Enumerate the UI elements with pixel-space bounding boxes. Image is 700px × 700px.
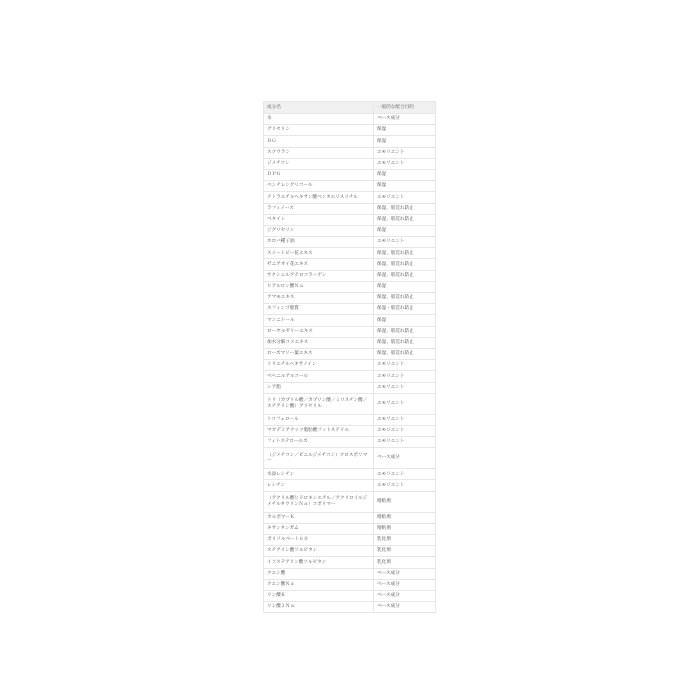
ingredient-name-cell: フィトステロールズ [264, 437, 374, 448]
purpose-cell: 保湿、肌荒れ防止 [374, 337, 436, 348]
table-row [264, 304, 436, 315]
ingredient-name-cell: ＤＰＧ [264, 169, 374, 180]
ingredient-name-cell: スフィンゴ脂質 [264, 304, 374, 315]
table-row [264, 535, 436, 546]
purpose-cell: 保湿 [374, 125, 436, 136]
ingredient-name-cell: リン酸Ｋ [264, 590, 374, 601]
table-row [264, 293, 436, 304]
purpose-cell: ベース成分 [374, 590, 436, 601]
purpose-cell: 保湿、肌荒れ防止 [374, 326, 436, 337]
purpose-cell: エモリエント [374, 147, 436, 158]
ingredient-name-cell: レシチン [264, 480, 374, 491]
purpose-cell: 保湿、肌荒れ防止 [374, 270, 436, 281]
table-row [264, 491, 436, 512]
ingredient-name-cell: 水 [264, 114, 374, 125]
purpose-cell: ベース成分 [374, 568, 436, 579]
purpose-cell: ベース成分 [374, 602, 436, 613]
purpose-cell: エモリエント [374, 192, 436, 203]
purpose-cell: エモリエント [374, 469, 436, 480]
table-row [264, 360, 436, 371]
table-row [264, 512, 436, 523]
purpose-cell: エモリエント [374, 393, 436, 414]
header-ingredient-name: 成分名 [264, 102, 374, 114]
table-row [264, 590, 436, 601]
table-row [264, 579, 436, 590]
table-row [264, 114, 436, 125]
ingredient-name-cell: クエン酸Ｎａ [264, 579, 374, 590]
ingredient-name-cell: （ジメチコン／ビニルジメチコン）クロスポリマー [264, 448, 374, 469]
ingredient-name-cell: リン酸２Ｎａ [264, 602, 374, 613]
table-row [264, 448, 436, 469]
purpose-cell: 保湿、肌荒れ防止 [374, 214, 436, 225]
purpose-cell: エモリエント [374, 480, 436, 491]
purpose-cell: ベース成分 [374, 579, 436, 590]
table-row [264, 602, 436, 613]
ingredient-name-cell: テトラエチルヘキサン酸ペンタエリスリチル [264, 192, 374, 203]
table-row [264, 259, 436, 270]
table-row [264, 158, 436, 169]
table-row [264, 557, 436, 568]
ingredient-name-cell: カルボマーＫ [264, 512, 374, 523]
ingredient-name-cell: トリ（カプリル酸／カプリン酸／ミリスチン酸／ステアリン酸）グリセリル [264, 393, 374, 414]
purpose-cell: 保湿、肌荒れ防止 [374, 248, 436, 259]
purpose-cell: 乳化剤 [374, 535, 436, 546]
purpose-cell: 増粘剤 [374, 523, 436, 534]
ingredient-name-cell: クエン酸 [264, 568, 374, 579]
ingredient-name-cell: アマモエキス [264, 293, 374, 304]
table-row [264, 270, 436, 281]
table-row [264, 393, 436, 414]
ingredient-name-cell: シア脂 [264, 382, 374, 393]
table-row [264, 192, 436, 203]
table-row [264, 414, 436, 425]
table-row [264, 281, 436, 292]
ingredient-name-cell: サクシニルアテロコラーゲン [264, 270, 374, 281]
ingredient-name-cell: ベヘニルアルコール [264, 371, 374, 382]
purpose-cell: エモリエント [374, 425, 436, 436]
table-row [264, 214, 436, 225]
table-row [264, 125, 436, 136]
table-row [264, 315, 436, 326]
purpose-cell: 保湿、肌荒れ防止 [374, 259, 436, 270]
purpose-cell: 保湿 [374, 225, 436, 236]
ingredient-name-cell: ホホバ種子油 [264, 237, 374, 248]
purpose-cell: 増粘剤 [374, 491, 436, 512]
purpose-cell: ベース成分 [374, 448, 436, 469]
table-row [264, 425, 436, 436]
table-row [264, 469, 436, 480]
ingredient-name-cell: ラフィノース [264, 203, 374, 214]
ingredients-table-container [263, 101, 435, 613]
purpose-cell: エモリエント [374, 382, 436, 393]
ingredient-name-cell: マンニトール [264, 315, 374, 326]
ingredients-table [263, 101, 436, 613]
purpose-cell: ベース成分 [374, 114, 436, 125]
purpose-cell: 乳化剤 [374, 557, 436, 568]
purpose-cell: 保湿 [374, 315, 436, 326]
table-body [264, 114, 436, 613]
table-row [264, 348, 436, 359]
table-row [264, 523, 436, 534]
table-row [264, 147, 436, 158]
ingredient-name-cell: ゼニアオイ花エキス [264, 259, 374, 270]
table-row [264, 169, 436, 180]
purpose-cell: 保湿 [374, 181, 436, 192]
table-row [264, 568, 436, 579]
ingredient-name-cell: 水添レシチン [264, 469, 374, 480]
ingredient-name-cell: スクワラン [264, 147, 374, 158]
ingredient-name-cell: （アクリル酸ヒドロキシエチル／アクリロイルジメチルタウリンＮａ）コポリマー [264, 491, 374, 512]
purpose-cell: エモリエント [374, 437, 436, 448]
table-row [264, 326, 436, 337]
ingredient-name-cell: マカデミアナッツ脂肪酸フィトステリル [264, 425, 374, 436]
table-header-row [264, 102, 436, 114]
ingredient-name-cell: ジメチコン [264, 158, 374, 169]
purpose-cell: 保湿、肌荒れ防止 [374, 203, 436, 214]
ingredient-name-cell: ヒアルロン酸Ｎａ [264, 281, 374, 292]
purpose-cell: 乳化剤 [374, 546, 436, 557]
ingredient-name-cell: ペンチレングリコール [264, 181, 374, 192]
ingredient-name-cell: 加水分解コメエキス [264, 337, 374, 348]
ingredient-name-cell: イソステアリン酸ソルビタン [264, 557, 374, 568]
purpose-cell: エモリエント [374, 414, 436, 425]
purpose-cell: エモリエント [374, 158, 436, 169]
table-row [264, 337, 436, 348]
ingredient-name-cell: ローズマリー葉エキス [264, 348, 374, 359]
table-row [264, 237, 436, 248]
table-row [264, 437, 436, 448]
purpose-cell: エモリエント [374, 237, 436, 248]
ingredient-name-cell: ＢＧ [264, 136, 374, 147]
table-row [264, 136, 436, 147]
table-row [264, 371, 436, 382]
table-row [264, 248, 436, 259]
ingredient-name-cell: ステアリン酸ソルビタン [264, 546, 374, 557]
ingredient-name-cell: トコフェロール [264, 414, 374, 425]
table-row [264, 480, 436, 491]
table-row [264, 203, 436, 214]
purpose-cell: エモリエント [374, 360, 436, 371]
ingredient-name-cell: スイートピー花エキス [264, 248, 374, 259]
ingredient-name-cell: ベタイン [264, 214, 374, 225]
ingredient-name-cell: トリエチルヘキサノイン [264, 360, 374, 371]
purpose-cell: エモリエント [374, 371, 436, 382]
purpose-cell: 保湿 [374, 169, 436, 180]
purpose-cell: 保湿、肌荒れ防止 [374, 293, 436, 304]
table-row [264, 225, 436, 236]
purpose-cell: 保湿・肌荒れ防止 [374, 304, 436, 315]
purpose-cell: 保湿、肌荒れ防止 [374, 348, 436, 359]
header-purpose: 一般的な配合目的 [374, 102, 436, 114]
table-row [264, 382, 436, 393]
purpose-cell: 保湿 [374, 281, 436, 292]
ingredient-name-cell: キサンタンガム [264, 523, 374, 534]
ingredient-name-cell: ポリソルベート６０ [264, 535, 374, 546]
ingredient-name-cell: ローヤルゼリーエキス [264, 326, 374, 337]
purpose-cell: 増粘剤 [374, 512, 436, 523]
table-row [264, 546, 436, 557]
purpose-cell: 保湿 [374, 136, 436, 147]
table-row [264, 181, 436, 192]
ingredient-name-cell: グリセリン [264, 125, 374, 136]
ingredient-name-cell: ジグリセリン [264, 225, 374, 236]
